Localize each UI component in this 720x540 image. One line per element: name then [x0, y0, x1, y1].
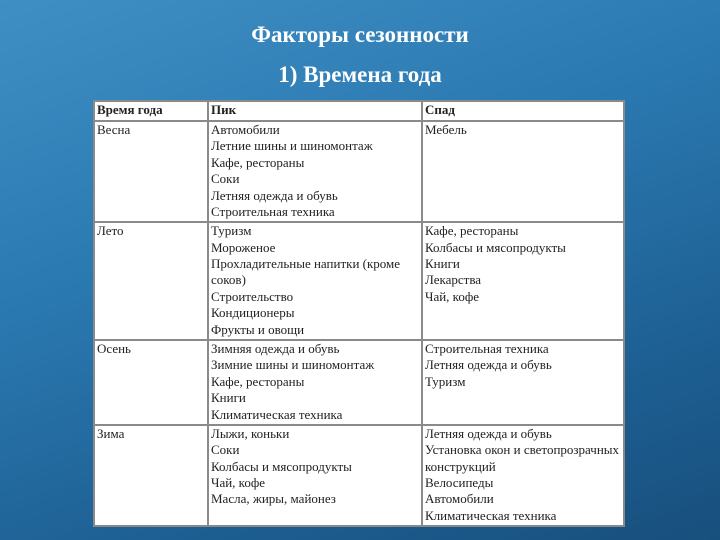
peak-item: Масла, жиры, майонез — [211, 491, 336, 507]
peak-item: Туризм — [211, 223, 252, 239]
decline-cell — [422, 222, 624, 340]
peak-item: Кондиционеры — [211, 305, 295, 321]
peak-item: Прохладительные напитки (кроме соков) — [211, 256, 401, 288]
season-cell: Осень — [94, 340, 208, 425]
peak-item: Фрукты и овощи — [211, 321, 305, 337]
peak-item: Летние шины и шиномонтаж — [211, 138, 373, 154]
slide-subtitle: 1) Времена года — [278, 62, 442, 87]
table-row — [94, 121, 624, 222]
peak-item: Зимняя одежда и обувь — [211, 341, 340, 357]
peak-item: Мороженое — [211, 239, 276, 255]
peak-item: Колбасы и мясопродукты — [211, 458, 352, 474]
header-season: Время года — [94, 101, 208, 121]
decline-item: Автомобили — [425, 491, 494, 507]
table-header-row — [94, 101, 624, 121]
decline-item: Велосипеды — [425, 474, 494, 490]
decline-item: Летняя одежда и обувь — [425, 357, 552, 373]
season-cell: Зима — [94, 425, 208, 526]
decline-item: Книги — [425, 256, 460, 272]
season-cell: Лето — [94, 222, 208, 340]
peak-item: Кафе, рестораны — [211, 154, 305, 170]
peak-cell — [208, 340, 422, 425]
decline-cell — [422, 425, 624, 526]
table-row — [94, 222, 624, 340]
peak-cell — [208, 121, 422, 222]
decline-item: Климатическая техника — [425, 507, 557, 523]
peak-item: Книги — [211, 390, 246, 406]
peak-item: Летняя одежда и обувь — [211, 187, 338, 203]
decline-item: Летняя одежда и обувь — [425, 425, 552, 441]
peak-item: Кафе, рестораны — [211, 373, 305, 389]
decline-item: Чай, кофе — [425, 288, 480, 304]
header-decline: Спад — [422, 101, 624, 121]
peak-item: Зимние шины и шиномонтаж — [211, 357, 375, 373]
decline-item: Лекарства — [425, 272, 482, 288]
peak-item: Соки — [211, 171, 240, 187]
season-cell: Весна — [94, 121, 208, 222]
peak-cell — [208, 425, 422, 526]
peak-item: Строительство — [211, 288, 294, 304]
decline-item: Мебель — [425, 122, 467, 137]
decline-item: Колбасы и мясопродукты — [425, 239, 566, 255]
decline-item: Кафе, рестораны — [425, 223, 519, 239]
header-peak: Пик — [208, 101, 422, 121]
table-row — [94, 425, 624, 526]
peak-item: Автомобили — [211, 122, 280, 137]
seasonality-table — [93, 100, 625, 527]
table-row — [94, 340, 624, 425]
peak-item: Соки — [211, 442, 240, 458]
decline-item: Туризм — [425, 373, 466, 389]
peak-item: Климатическая техника — [211, 406, 343, 422]
decline-item: Строительная техника — [425, 341, 549, 357]
peak-item: Лыжи, коньки — [211, 425, 290, 441]
decline-cell — [422, 340, 624, 425]
decline-item: Установка окон и светопрозрачных конструкций — [425, 442, 620, 474]
peak-item: Строительная техника — [211, 204, 335, 220]
slide-title: Факторы сезонности — [251, 22, 469, 47]
decline-cell — [422, 121, 624, 222]
peak-item: Чай, кофе — [211, 474, 266, 490]
peak-cell — [208, 222, 422, 340]
